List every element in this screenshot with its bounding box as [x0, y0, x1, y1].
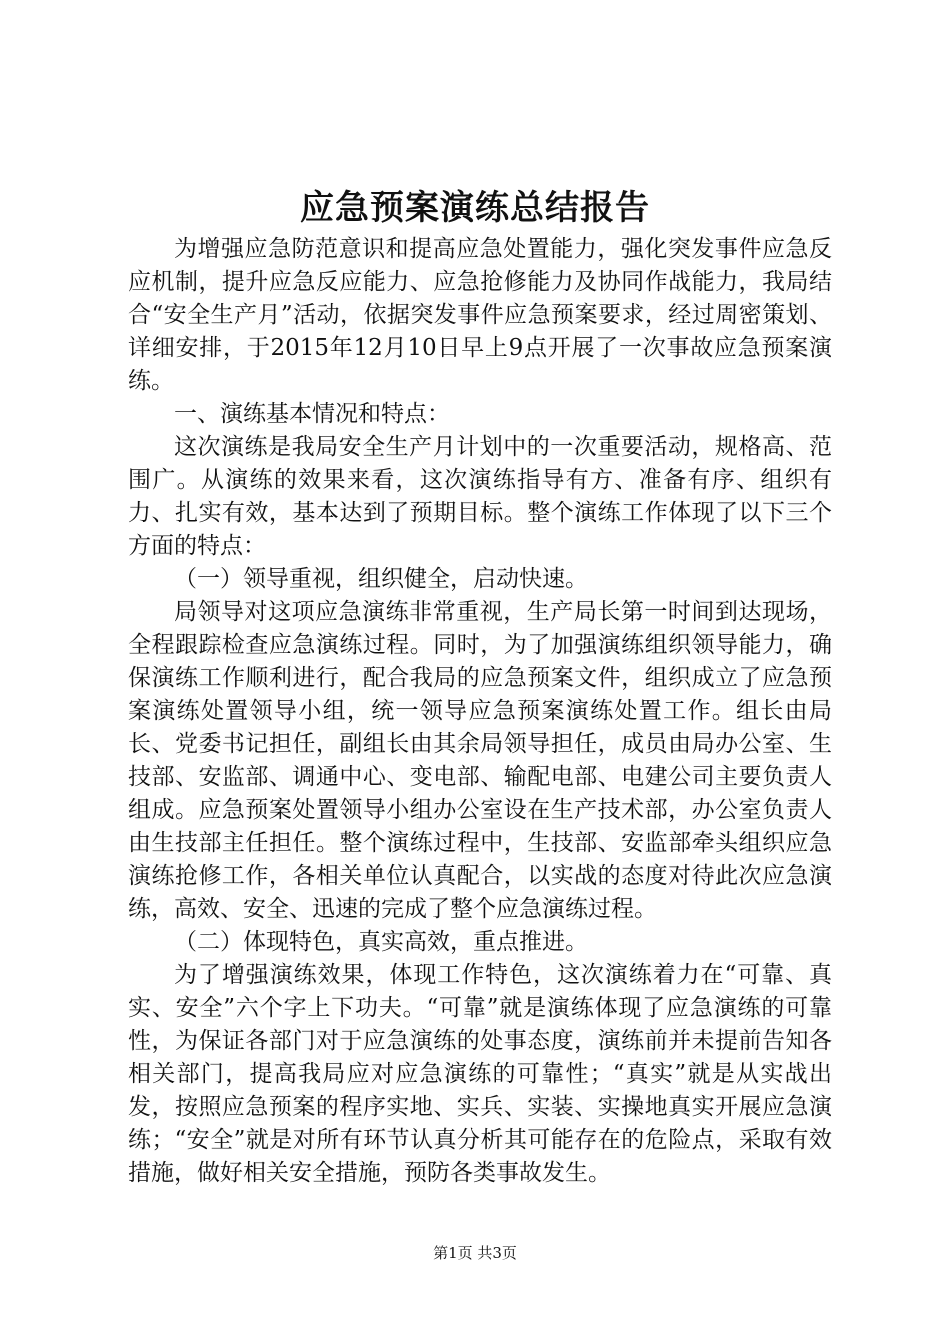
- page-footer: 第1页 共3页: [433, 1244, 517, 1262]
- paragraph-overview: 这次演练是我局安全生产月计划中的一次重要活动，规格高、范围广。从演练的效果来看，这次演练指导有方、准备有序、组织有力、扎实有效，基本达到了预期目标。整个演练工作体现了以下三个方面的特点：: [128, 434, 832, 559]
- subsection-heading-2: （二）体现特色，真实高效，重点推进。: [174, 929, 588, 955]
- document-title: 应急预案演练总结报告: [300, 188, 650, 228]
- paragraph-features: 为了增强演练效果，体现工作特色，这次演练着力在“可靠、真实、安全”六个字上下功夫。“可靠”就是演练体现了应急演练的可靠性，为保证各部门对于应急演练的处事态度，演练前并未提前告知各相关部门，提高我局应对应急演练的可靠性；“真实”就是从实战出发，按照应急预案的程序实地、实兵、实装、实操地真实开展应急演练；“安全”就是对所有环节认真分析其可能存在的危险点，采取有效措施，做好相关安全措施，预防各类事故发生。: [128, 962, 832, 1186]
- paragraph-leadership: 局领导对这项应急演练非常重视，生产局长第一时间到达现场，全程跟踪检查应急演练过程。同时，为了加强演练组织领导能力，确保演练工作顺利进行，配合我局的应急预案文件，组织成立了应急预案演练处置领导小组，统一领导应急预案演练处置工作。组长由局长、党委书记担任，副组长由其余局领导担任，成员由局办公室、生技部、安监部、调通中心、变电部、输配电部、电建公司主要负责人组成。应急预案处置领导小组办公室设在生产技术部，办公室负责人由生技部主任担任。整个演练过程中，生技部、安监部牵头组织应急演练抢修工作，各相关单位认真配合，以实战的态度对待此次应急演练，高效、安全、迅速的完成了整个应急演练过程。: [128, 599, 832, 922]
- document-body: [128, 233, 832, 1190]
- section-heading-1: 一、演练基本情况和特点：: [174, 401, 450, 427]
- subsection-heading-1: （一）领导重视，组织健全，启动快速。: [174, 566, 588, 592]
- paragraph-intro: 为增强应急防范意识和提高应急处置能力，强化突发事件应急反应机制，提升应急反应能力、应急抢修能力及协同作战能力，我局结合“安全生产月”活动，依据突发事件应急预案要求，经过周密策划、详细安排，于2015年12月10日早上9点开展了一次事故应急预案演练。: [128, 236, 832, 394]
